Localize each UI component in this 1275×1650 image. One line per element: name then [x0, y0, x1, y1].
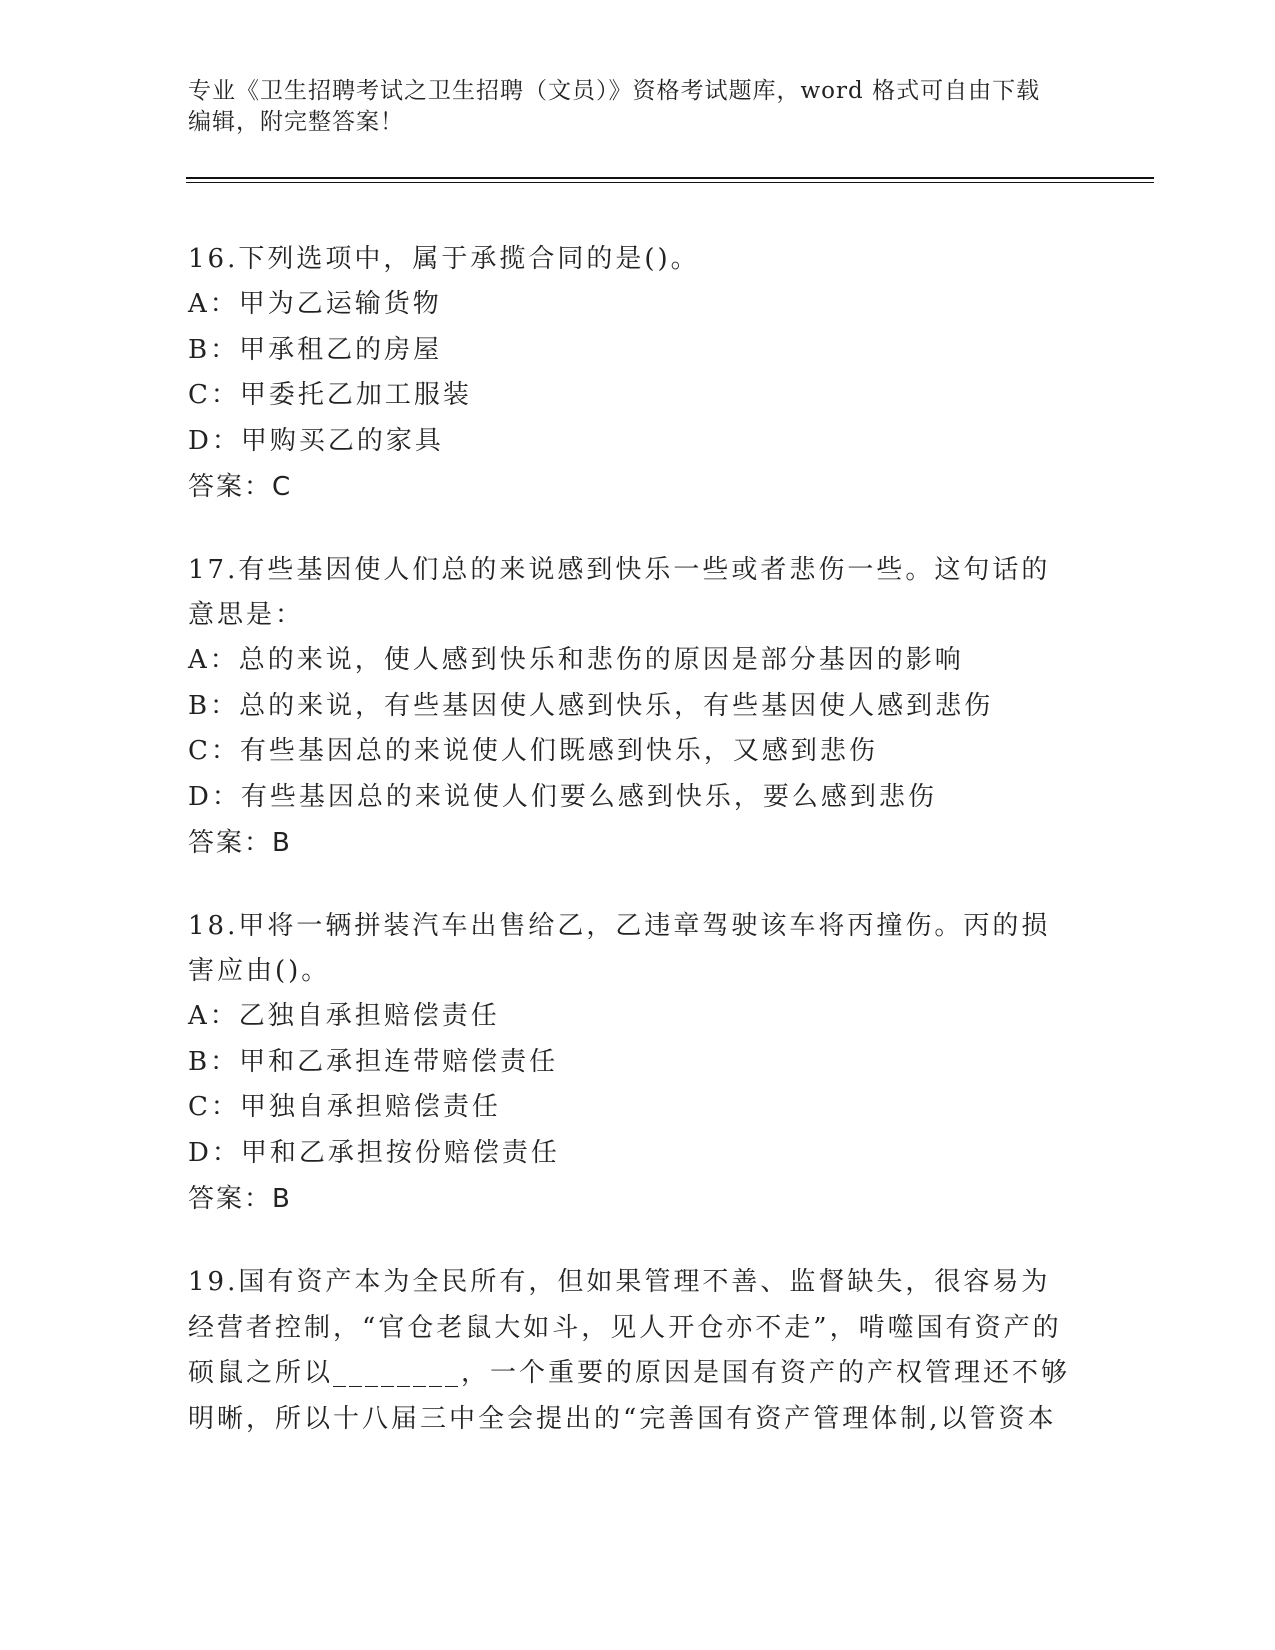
option-d: D：甲和乙承担按份赔偿责任 [188, 1137, 560, 1168]
question-17 [188, 548, 1078, 866]
option-b: B：总的来说，有些基因使人感到快乐，有些基因使人感到悲伤 [188, 690, 994, 721]
header-divider-thin [186, 182, 1154, 183]
option-b: B：甲承租乙的房屋 [188, 334, 443, 365]
option-b: B：甲和乙承担连带赔偿责任 [188, 1046, 559, 1077]
answer: 答案：B [188, 1184, 292, 1214]
question-stem: 19.国有资产本为全民所有，但如果管理不善、监督缺失，很容易为经营者控制，“官仓老鼠大如斗，见人开仓亦不走”，啃噬国有资产的硕鼠之所以________，一个重要的原因是国有资产的产权管理还不够明晰，所以十八届三中全会提出的“完善国有资产管理体制,以管资本 [188, 1267, 1071, 1434]
option-d: D：有些基因总的来说使人们要么感到快乐，要么感到悲伤 [188, 781, 937, 812]
answer: 答案：C [188, 472, 293, 502]
option-c: C：甲委托乙加工服装 [188, 380, 472, 410]
option-d: D：甲购买乙的家具 [188, 425, 444, 456]
document-header [188, 76, 1088, 138]
option-a: A：甲为乙运输货物 [188, 289, 442, 319]
option-a: A：乙独自承担赔偿责任 [188, 1001, 500, 1031]
question-18 [188, 904, 1078, 1222]
option-c: C：有些基因总的来说使人们既感到快乐，又感到悲伤 [188, 736, 878, 766]
header-line-1: 专业《卫生招聘考试之卫生招聘（文员）》资格考试题库，word 格式可自由下载 [188, 78, 1041, 104]
header-divider-thick [186, 177, 1154, 179]
option-c: C：甲独自承担赔偿责任 [188, 1092, 501, 1122]
option-a: A：总的来说，使人感到快乐和悲伤的原因是部分基因的影响 [188, 645, 964, 675]
question-stem: 18.甲将一辆拼装汽车出售给乙，乙违章驾驶该车将丙撞伤。丙的损害应由()。 [188, 911, 1051, 986]
question-stem: 16.下列选项中，属于承揽合同的是()。 [188, 244, 700, 274]
header-line-2: 编辑，附完整答案！ [188, 109, 404, 135]
question-list [188, 237, 1078, 1480]
question-stem: 17.有些基因使人们总的来说感到快乐一些或者悲伤一些。这句话的意思是： [188, 555, 1051, 630]
answer: 答案：B [188, 828, 292, 858]
question-16 [188, 237, 1078, 510]
question-19 [188, 1260, 1078, 1442]
